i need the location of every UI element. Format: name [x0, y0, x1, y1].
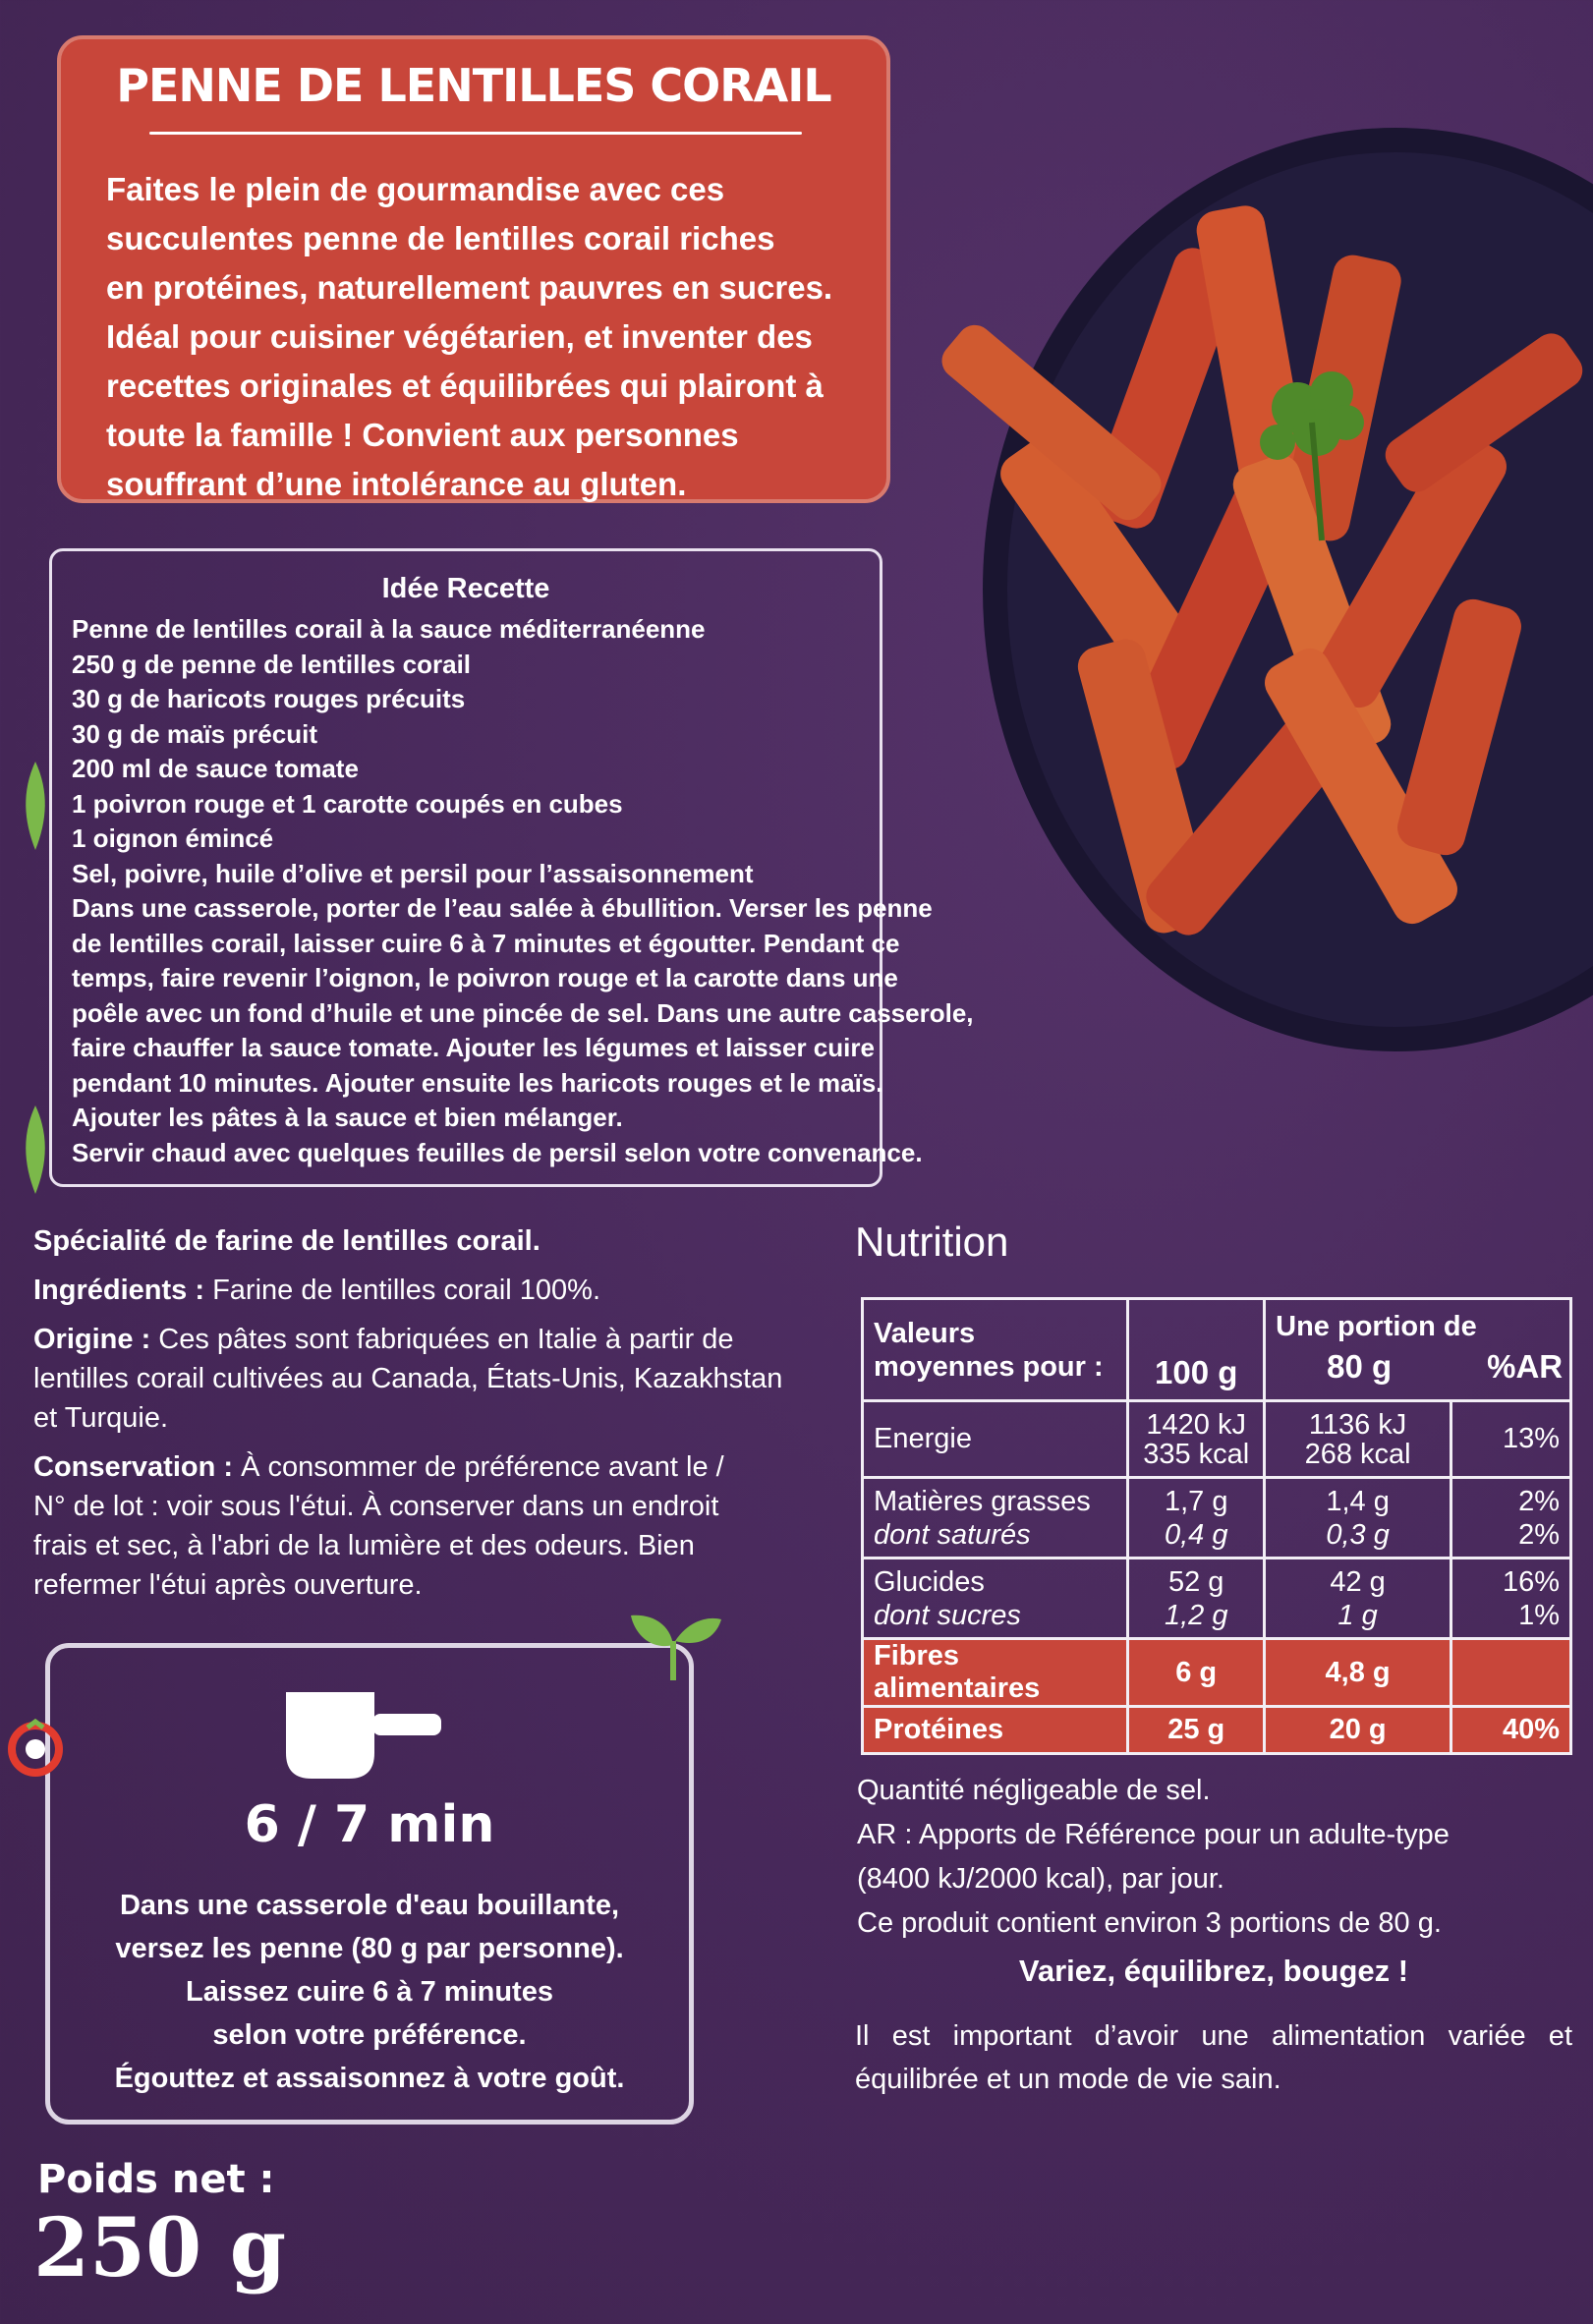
recipe-line: 200 ml de sauce tomate	[72, 754, 359, 783]
cell	[1265, 1559, 1451, 1639]
product-title: PENNE DE LENTILLES CORAIL	[116, 59, 831, 112]
product-info	[33, 1221, 820, 1615]
cell	[1128, 1478, 1265, 1559]
cell-value: 1420 kJ	[1146, 1408, 1246, 1441]
cell-value: 2%	[1518, 1485, 1560, 1517]
nutrition-table	[861, 1297, 1572, 1755]
net-weight-label: Poids net :	[37, 2157, 275, 2202]
cell-value: 16%	[1502, 1565, 1560, 1598]
cell	[1265, 1478, 1451, 1559]
cell-value: 1,2 g	[1164, 1599, 1228, 1631]
intro-description	[106, 165, 873, 509]
cell	[1128, 1401, 1265, 1478]
header-values	[863, 1299, 1128, 1401]
intro-line: succulentes penne de lentilles corail riches	[106, 220, 775, 256]
recipe-line: Servir chaud avec quelques feuilles de persil selon votre convenance.	[72, 1137, 923, 1167]
note-line: Quantité négligeable de sel.	[857, 1775, 1211, 1806]
row-label: Glucides	[874, 1565, 985, 1598]
cooking-time: 6 / 7 min	[244, 1795, 495, 1854]
header-text: Une portion de	[1276, 1310, 1477, 1342]
cooking-line: Laissez cuire 6 à 7 minutes	[186, 1976, 553, 2008]
recipe-line: faire chauffer la sauce tomate. Ajouter les légumes et laisser cuire	[72, 1033, 875, 1062]
recipe-line: 250 g de penne de lentilles corail	[72, 649, 472, 679]
nutrition-notes	[857, 1769, 1574, 1946]
cooking-line: versez les penne (80 g par personne).	[115, 1933, 624, 1964]
cell-value: 40%	[1451, 1707, 1571, 1754]
cooking-line: Dans une casserole d'eau bouillante,	[119, 1890, 620, 1921]
cell-value: 2%	[1518, 1518, 1560, 1551]
ingredients-label: Ingrédients :	[33, 1275, 205, 1306]
cell-value: 1%	[1518, 1599, 1560, 1631]
row-sublabel: dont saturés	[874, 1518, 1031, 1551]
ingredients-text: Farine de lentilles corail 100%.	[204, 1275, 600, 1306]
cell	[863, 1559, 1128, 1639]
origin-text: lentilles corail cultivées au Canada, États-Unis, Kazakhstan	[33, 1363, 783, 1394]
cell-value: 1,4 g	[1326, 1485, 1390, 1517]
intro-line: en protéines, naturellement pauvres en sucres.	[106, 269, 833, 306]
cell-value: 6 g	[1128, 1639, 1265, 1707]
row-label: Protéines	[863, 1707, 1128, 1754]
table-row	[863, 1401, 1571, 1478]
cell	[1265, 1401, 1451, 1478]
leaf-icon	[18, 762, 53, 850]
saucepan-icon	[286, 1692, 443, 1781]
recipe-line: 1 poivron rouge et 1 carotte coupés en cubes	[72, 788, 623, 819]
intro-box	[57, 35, 890, 503]
table-row	[863, 1299, 1571, 1401]
cell-value: 52 g	[1167, 1565, 1224, 1598]
intro-line: souffrant d’une intolérance au gluten.	[106, 466, 687, 502]
row-sublabel: dont sucres	[874, 1599, 1021, 1631]
recipe-text	[72, 612, 974, 1170]
cell-value: 25 g	[1128, 1707, 1265, 1754]
header-100g: 100 g	[1128, 1299, 1265, 1401]
recipe-line: de lentilles corail, laisser cuire 6 à 7 minutes et égoutter. Pendant ce	[72, 928, 900, 958]
net-weight-value: 250 g	[33, 2201, 287, 2296]
conservation-text: frais et sec, à l'abri de la lumière et des odeurs. Bien	[33, 1530, 695, 1561]
note-line: Ce produit contient environ 3 portions de 80 g.	[857, 1907, 1442, 1939]
note-line: AR : Apports de Référence pour un adulte-type	[857, 1819, 1450, 1850]
health-slogan: Variez, équilibrez, bougez !	[1018, 1954, 1409, 1988]
note-line: (8400 kJ/2000 kcal), par jour.	[857, 1863, 1224, 1895]
recipe-line: 30 g de haricots rouges précuits	[72, 684, 466, 713]
intro-line: toute la famille ! Convient aux personnes	[106, 417, 739, 453]
cell-value: 0,4 g	[1164, 1518, 1228, 1551]
cell-value: 4,8 g	[1265, 1639, 1451, 1707]
sprout-icon	[629, 1612, 722, 1680]
cell-value: 335 kcal	[1143, 1438, 1250, 1470]
cell-value	[1451, 1639, 1571, 1707]
conservation-text: N° de lot : voir sous l'étui. À conserver dans un endroit	[33, 1491, 719, 1522]
cell	[1451, 1559, 1571, 1639]
row-label: Matières grasses	[874, 1485, 1091, 1517]
recipe-line: Dans une casserole, porter de l’eau salée à ébullition. Verser les penne	[72, 893, 933, 923]
recipe-idea-box	[49, 548, 974, 1187]
cell-value: 13%	[1451, 1401, 1571, 1478]
origin-text: et Turquie.	[33, 1402, 169, 1434]
recipe-line: Ajouter les pâtes à la sauce et bien mélanger.	[72, 1103, 623, 1132]
cooking-instructions-box	[45, 1643, 694, 2125]
cell	[863, 1478, 1128, 1559]
conservation-label: Conservation :	[33, 1451, 234, 1483]
recipe-line: poêle avec un fond d’huile et une pincée de sel. Dans une autre casserole,	[72, 997, 974, 1028]
recipe-line: temps, faire revenir l’oignon, le poivron rouge et la carotte dans une	[72, 963, 898, 992]
recipe-line: Penne de lentilles corail à la sauce méditerranéenne	[72, 614, 706, 644]
health-advice: Il est important d’avoir une alimentation variée et équilibrée et un mode de vie sain.	[855, 2020, 1572, 2095]
cell-value: 0,3 g	[1326, 1518, 1390, 1551]
row-label: Fibres alimentaires	[863, 1639, 1128, 1707]
leaf-icon	[18, 1105, 53, 1194]
cell-value: 1136 kJ	[1308, 1408, 1407, 1441]
header-ar: %AR	[1487, 1347, 1564, 1385]
cell	[1128, 1559, 1265, 1639]
cooking-line: selon votre préférence.	[212, 2019, 527, 2051]
cell-value: 42 g	[1330, 1565, 1386, 1598]
header-text: moyennes pour :	[874, 1350, 1104, 1383]
recipe-title: Idée Recette	[381, 573, 550, 604]
table-row	[863, 1478, 1571, 1559]
conservation-text: À consommer de préférence avant le /	[233, 1451, 724, 1483]
cooking-line: Égouttez et assaisonnez à votre goût.	[114, 2063, 625, 2094]
cell-value: 268 kcal	[1304, 1438, 1411, 1470]
title-underline	[149, 132, 802, 135]
header-portion	[1265, 1299, 1571, 1401]
cell-value: 1 g	[1337, 1599, 1378, 1631]
cell-value: 1,7 g	[1164, 1485, 1228, 1517]
header-80g: 80 g	[1327, 1347, 1393, 1385]
table-row	[863, 1559, 1571, 1639]
nutrition-title: Nutrition	[855, 1219, 1009, 1265]
recipe-line: 30 g de maïs précuit	[72, 718, 317, 749]
cell	[1451, 1478, 1571, 1559]
intro-line: Idéal pour cuisiner végétarien, et inventer des	[106, 318, 813, 355]
tomato-icon	[6, 1718, 65, 1777]
table-row	[863, 1639, 1571, 1707]
table-row	[863, 1707, 1571, 1754]
intro-line: recettes originales et équilibrées qui plairont à	[106, 368, 824, 404]
cell-value: 20 g	[1265, 1707, 1451, 1754]
header-text: Valeurs	[874, 1317, 976, 1349]
intro-line: Faites le plein de gourmandise avec ces	[106, 171, 725, 207]
recipe-line: Sel, poivre, huile d’olive et persil pour l’assaisonnement	[72, 858, 754, 888]
specialty-text: Spécialité de farine de lentilles corail.	[33, 1225, 540, 1257]
cooking-text	[60, 1884, 679, 2100]
origin-label: Origine :	[33, 1324, 151, 1355]
conservation-text: refermer l'étui après ouverture.	[33, 1569, 423, 1601]
recipe-line: pendant 10 minutes. Ajouter ensuite les haricots rouges et le maïs.	[72, 1067, 883, 1098]
row-label: Energie	[863, 1401, 1128, 1478]
pasta-plate-image	[983, 128, 1593, 1071]
recipe-line: 1 oignon émincé	[72, 823, 274, 853]
origin-text: Ces pâtes sont fabriquées en Italie à partir de	[150, 1324, 734, 1355]
